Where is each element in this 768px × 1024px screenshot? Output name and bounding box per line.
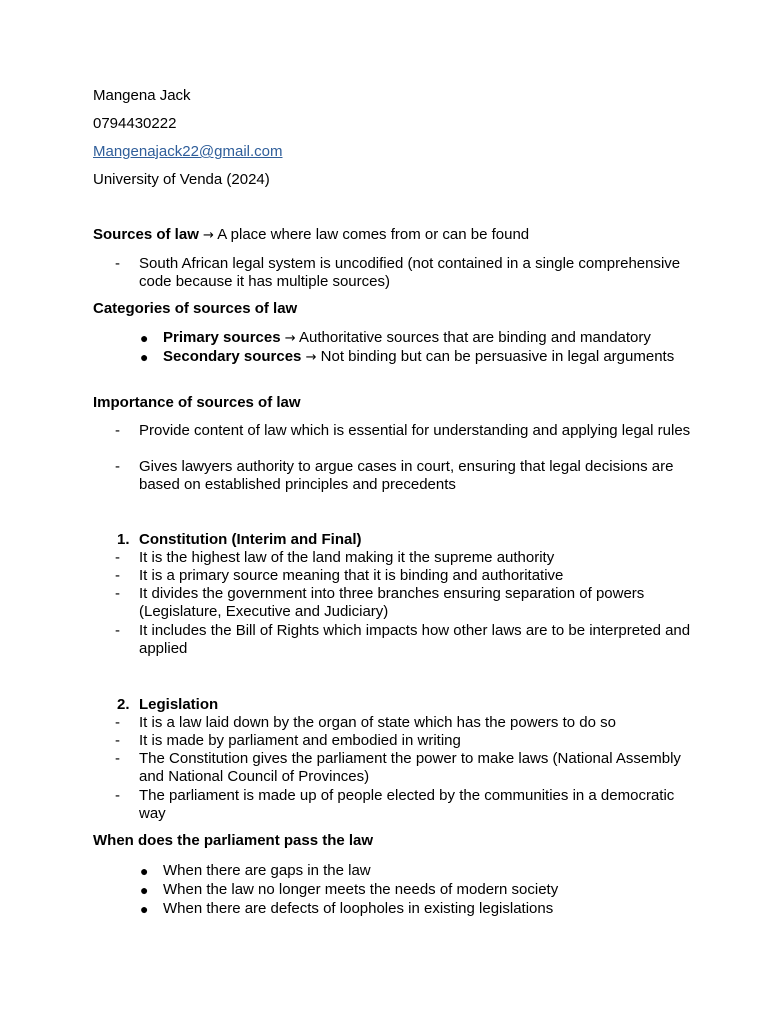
- categories-heading: Categories of sources of law: [93, 300, 298, 317]
- section-title: Legislation: [139, 696, 219, 713]
- list-item-text: It is a primary source meaning that it is binding and authoritative: [139, 567, 564, 584]
- dash-marker: -: [115, 567, 120, 584]
- category-desc: Authoritative sources that are binding and mandatory: [299, 329, 651, 346]
- bullet-icon: ●: [140, 349, 149, 365]
- list-item-text: It is a law laid down by the organ of state which has the powers to do so: [139, 714, 616, 731]
- section-number: 2.: [117, 696, 130, 713]
- list-item-text: It divides the government into three branches ensuring separation of powers (Legislature, Executive and Judiciary): [139, 585, 645, 620]
- arrow-right-icon: →: [305, 350, 317, 365]
- list-item-text: It is the highest law of the land making it the supreme authority: [139, 549, 555, 566]
- bullet-icon: ●: [140, 901, 149, 917]
- sources-definition: A place where law comes from or can be found: [217, 226, 530, 243]
- list-item-text: It is made by parliament and embodied in writing: [139, 732, 461, 749]
- category-term: Secondary sources: [163, 348, 302, 365]
- list-item-text: South African legal system is uncodified (not contained in a single comprehensive code because it has multiple sources): [139, 255, 681, 290]
- arrow-right-icon: →: [284, 331, 296, 346]
- dash-marker: -: [115, 255, 120, 272]
- sources-heading: Sources of law: [93, 226, 199, 243]
- bullet-icon: ●: [140, 330, 149, 346]
- section-number: 1.: [117, 531, 130, 548]
- dash-marker: -: [115, 422, 120, 439]
- author-name: Mangena Jack: [93, 87, 191, 104]
- arrow-right-icon: →: [203, 228, 214, 243]
- bullet-icon: ●: [140, 882, 149, 898]
- list-item-text: When there are defects of loopholes in existing legislations: [163, 900, 554, 917]
- list-item-text: [163, 348, 703, 367]
- dash-marker: -: [115, 585, 120, 602]
- dash-marker: -: [115, 787, 120, 804]
- dash-marker: -: [115, 622, 120, 639]
- list-item-text: The Constitution gives the parliament the power to make laws (National Assembly and National Council of Provinces): [139, 750, 681, 785]
- list-item-text: Provide content of law which is essential for understanding and applying legal rules: [139, 422, 691, 439]
- list-item-text: [163, 329, 703, 348]
- list-item-text: Gives lawyers authority to argue cases in court, ensuring that legal decisions are based on established principles and precedents: [139, 458, 674, 493]
- author-phone: 0794430222: [93, 115, 177, 132]
- author-university: University of Venda (2024): [93, 171, 270, 188]
- parliament-heading: When does the parliament pass the law: [93, 832, 374, 849]
- list-item-text: When there are gaps in the law: [163, 862, 371, 879]
- category-term: Primary sources: [163, 329, 281, 346]
- list-item-text: It includes the Bill of Rights which impacts how other laws are to be interpreted and applied: [139, 622, 691, 657]
- dash-marker: -: [115, 549, 120, 566]
- list-item-text: When the law no longer meets the needs of modern society: [163, 881, 559, 898]
- author-email-link[interactable]: Mangenajack22@gmail.com: [93, 143, 283, 160]
- list-item-text: The parliament is made up of people elected by the communities in a democratic way: [139, 787, 675, 822]
- section-title: Constitution (Interim and Final): [139, 531, 362, 548]
- dash-marker: -: [115, 732, 120, 749]
- dash-marker: -: [115, 714, 120, 731]
- sources-heading-line: [93, 226, 529, 245]
- category-desc: Not binding but can be persuasive in legal arguments: [320, 348, 675, 365]
- bullet-icon: ●: [140, 863, 149, 879]
- dash-marker: -: [115, 458, 120, 475]
- dash-marker: -: [115, 750, 120, 767]
- importance-heading: Importance of sources of law: [93, 394, 301, 411]
